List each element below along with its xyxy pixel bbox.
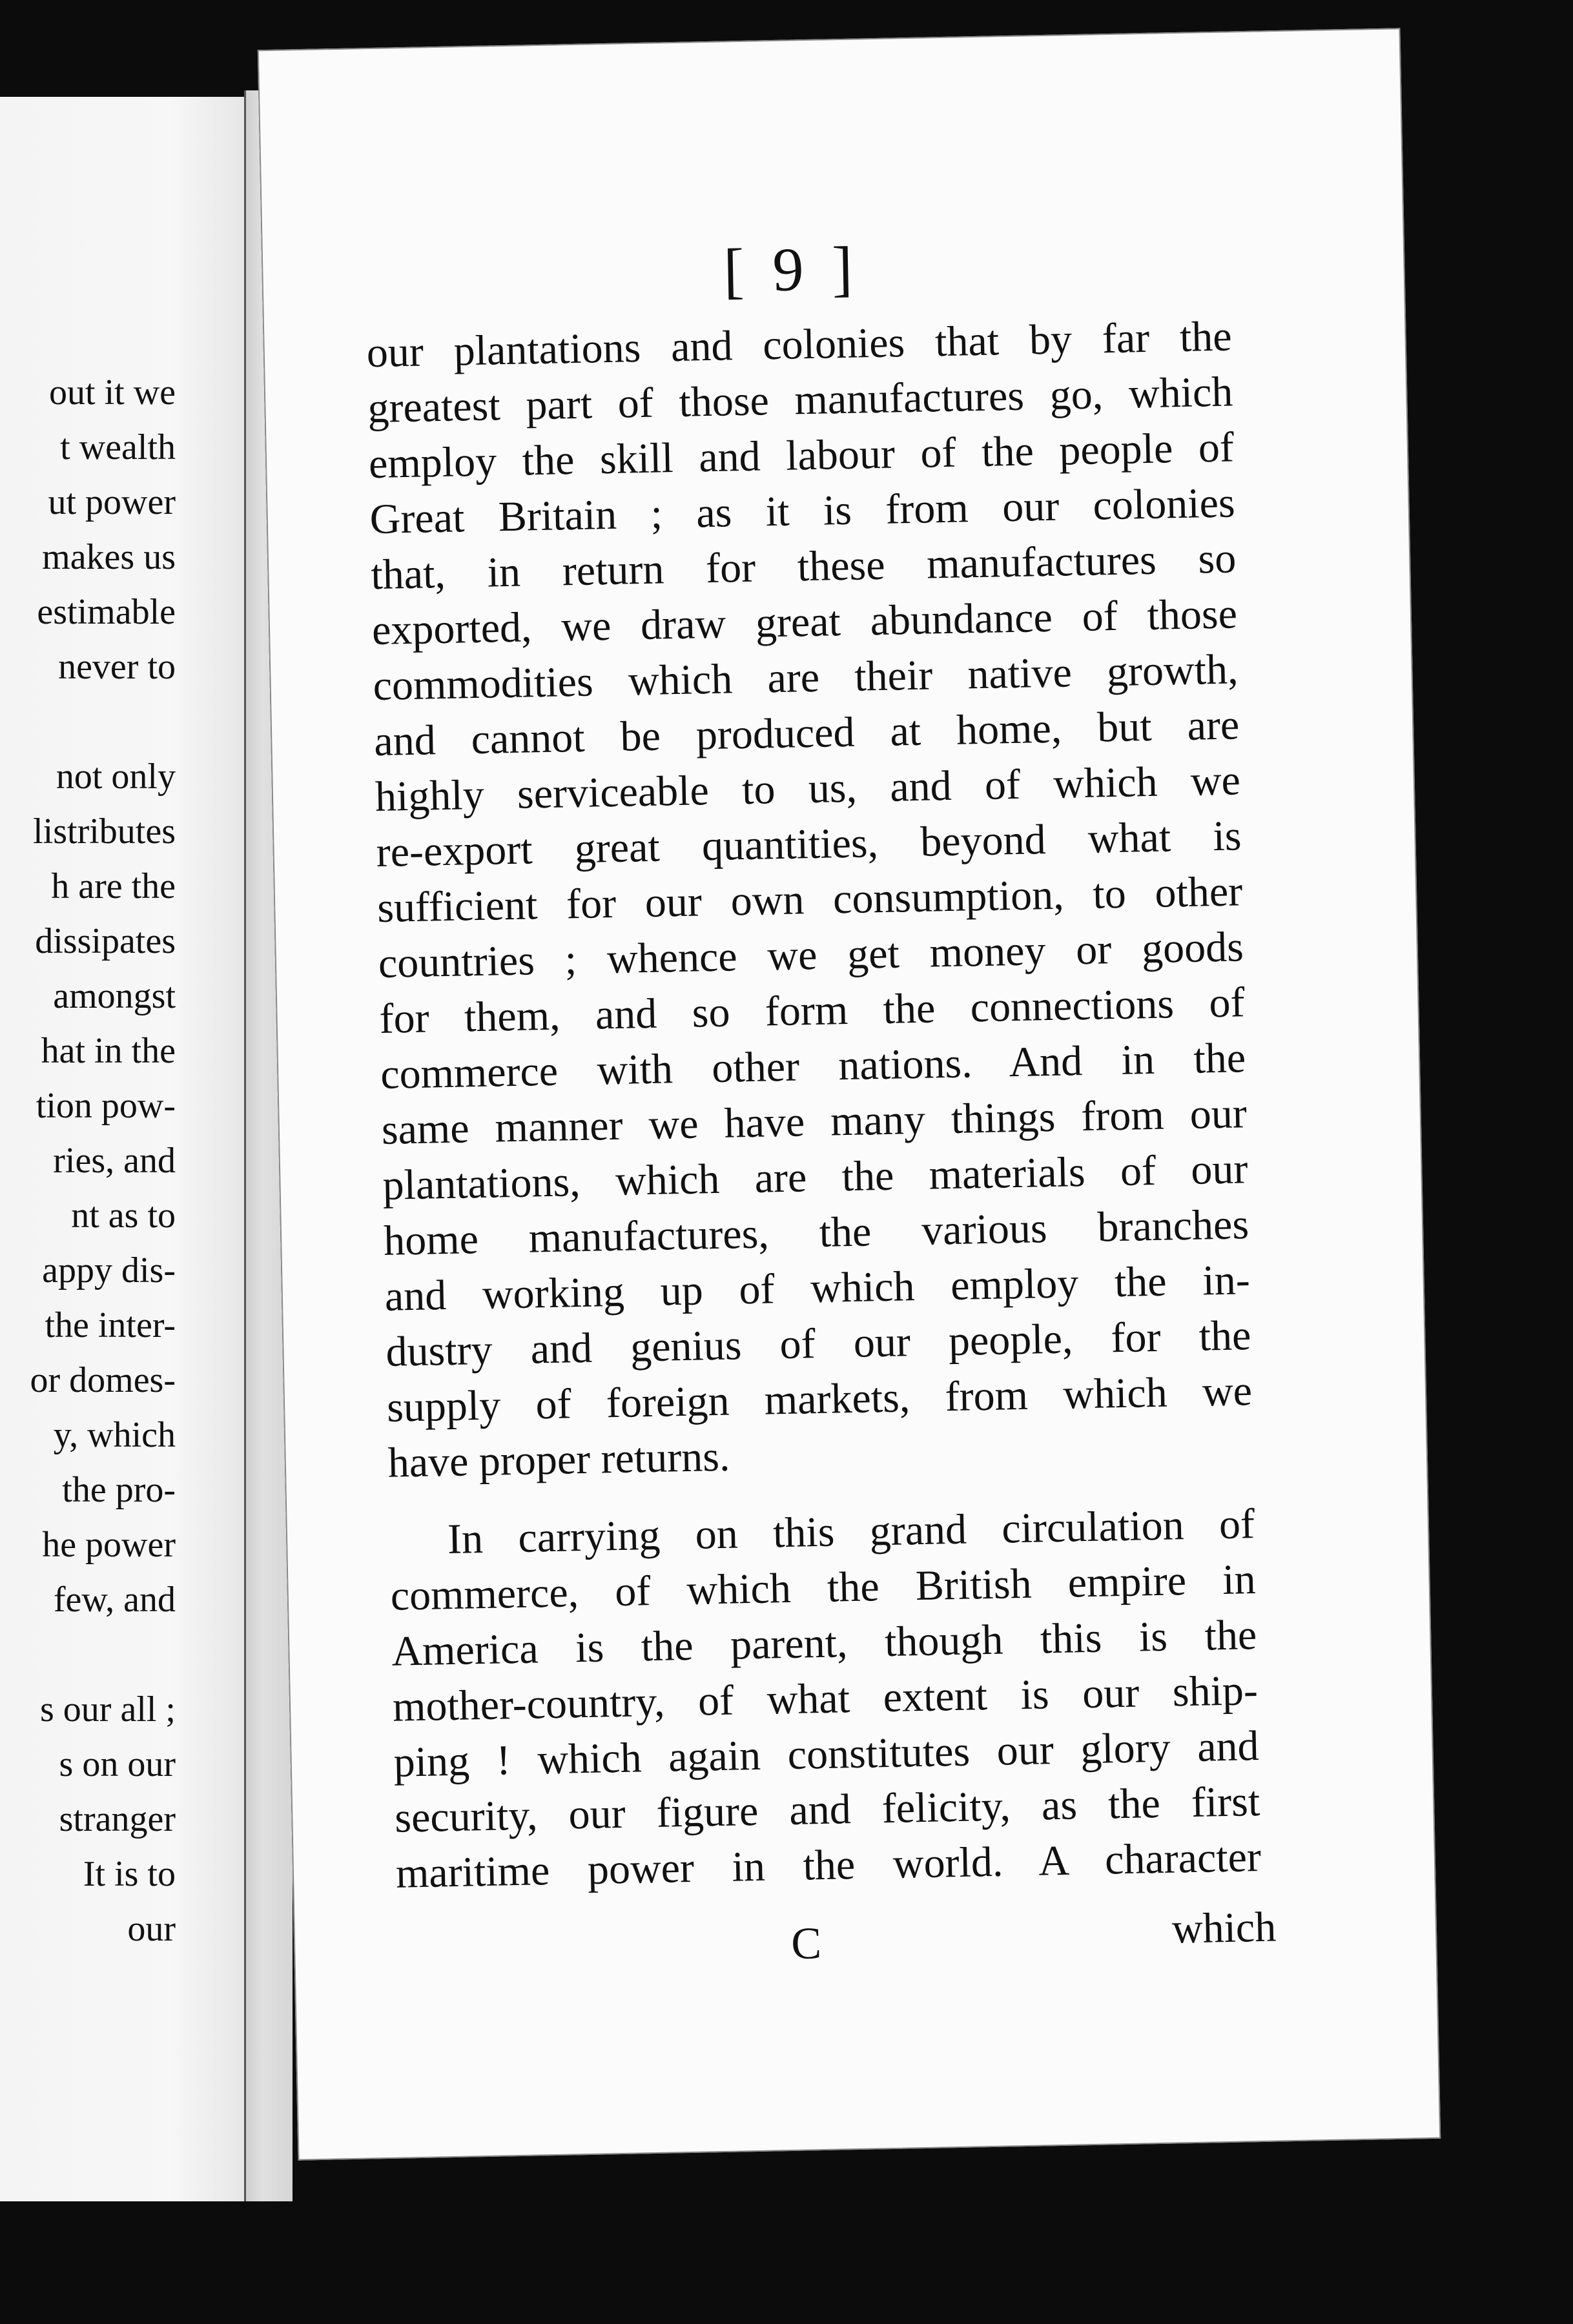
body-text	[366, 309, 1262, 1901]
text-line: greatest part of those manufactures go, which	[367, 368, 1233, 433]
left-page-line: he power	[42, 1525, 176, 1565]
left-page-line: nt as to	[71, 1196, 176, 1236]
text-line: for them, and so form the connections of	[378, 979, 1246, 1043]
text-line: In carrying on this grand circulation of	[447, 1500, 1255, 1564]
text-line: plantations, which are the materials of our	[382, 1145, 1249, 1209]
left-page-line: s our all ;	[40, 1689, 176, 1729]
left-page-line: t wealth	[60, 427, 176, 467]
left-page-line: tion pow-	[36, 1086, 176, 1126]
text-line: countries ; whence we get money or goods	[378, 923, 1244, 987]
left-page	[0, 97, 245, 2201]
left-page-line: our	[127, 1909, 176, 1949]
text-line: maritime power in the world. A character	[395, 1833, 1262, 1897]
left-page-line: few, and	[53, 1580, 176, 1620]
text-line: sufficient for our own consumption, to other	[376, 868, 1243, 932]
text-line: and cannot be produced at home, but are	[373, 701, 1240, 766]
left-page-line: out it we	[49, 372, 176, 413]
text-line: commerce with other nations. And in the	[380, 1034, 1246, 1098]
left-page-line: listributes	[33, 811, 176, 851]
catchword: which	[1171, 1903, 1277, 1953]
left-page-line: appy dis-	[42, 1250, 176, 1290]
left-page-line: dissipates	[35, 921, 176, 961]
text-line: highly serviceable to us, and of which we	[375, 757, 1241, 821]
left-page-line: never to	[58, 647, 176, 687]
left-page-line: ries, and	[53, 1141, 176, 1181]
page-number: [ 9 ]	[723, 233, 860, 305]
text-line: commodities which are their native growth,	[373, 646, 1239, 710]
text-line: that, in return for these manufactures so	[370, 535, 1237, 599]
text-line: our plantations and colonies that by far the	[366, 312, 1233, 377]
text-line: commerce, of which the British empire in	[390, 1556, 1257, 1620]
left-page-line: the inter-	[45, 1305, 176, 1345]
left-page-line: ut power	[48, 482, 176, 522]
paragraph	[389, 1496, 1261, 1902]
text-line: and working up of which employ the in-	[384, 1256, 1251, 1320]
left-page-line: stranger	[59, 1799, 176, 1839]
text-line: same manner we have many things from our	[381, 1090, 1248, 1154]
left-page-line: h are the	[51, 866, 176, 906]
paragraph	[366, 309, 1253, 1491]
left-page-line: makes us	[42, 537, 176, 577]
text-line: security, our figure and felicity, as the first	[394, 1777, 1260, 1842]
text-line: exported, we draw great abundance of those	[371, 590, 1238, 655]
left-page-line: estimable	[37, 592, 176, 632]
text-line: ping ! which again constitutes our glory and	[393, 1722, 1260, 1786]
text-line: supply of foreign markets, from which we	[386, 1367, 1253, 1431]
text-line: employ the skill and labour of the people of	[368, 423, 1235, 488]
text-line: have proper returns.	[387, 1432, 731, 1487]
text-line: Great Britain ; as it is from our colonies	[369, 479, 1236, 544]
left-page-line: hat in the	[41, 1031, 176, 1071]
text-line: home manufactures, the various branches	[383, 1201, 1249, 1265]
left-page-line: not only	[56, 757, 176, 797]
text-line: mother-country, of what extent is our ship-	[392, 1667, 1259, 1731]
left-page-line: the pro-	[62, 1470, 176, 1510]
signature-mark: C	[790, 1919, 822, 1969]
text-line: dustry and genius of our people, for the	[385, 1312, 1251, 1376]
text-line: re-export great quantities, beyond what is	[375, 812, 1242, 876]
left-page-line: amongst	[53, 976, 176, 1016]
left-page-line: It is to	[83, 1854, 176, 1894]
left-page-line: s on our	[59, 1744, 176, 1784]
left-page-line: or domes-	[30, 1360, 176, 1400]
text-line: America is the parent, though this is the	[391, 1611, 1257, 1675]
right-page	[258, 28, 1441, 2160]
left-page-line: y, which	[53, 1415, 176, 1455]
